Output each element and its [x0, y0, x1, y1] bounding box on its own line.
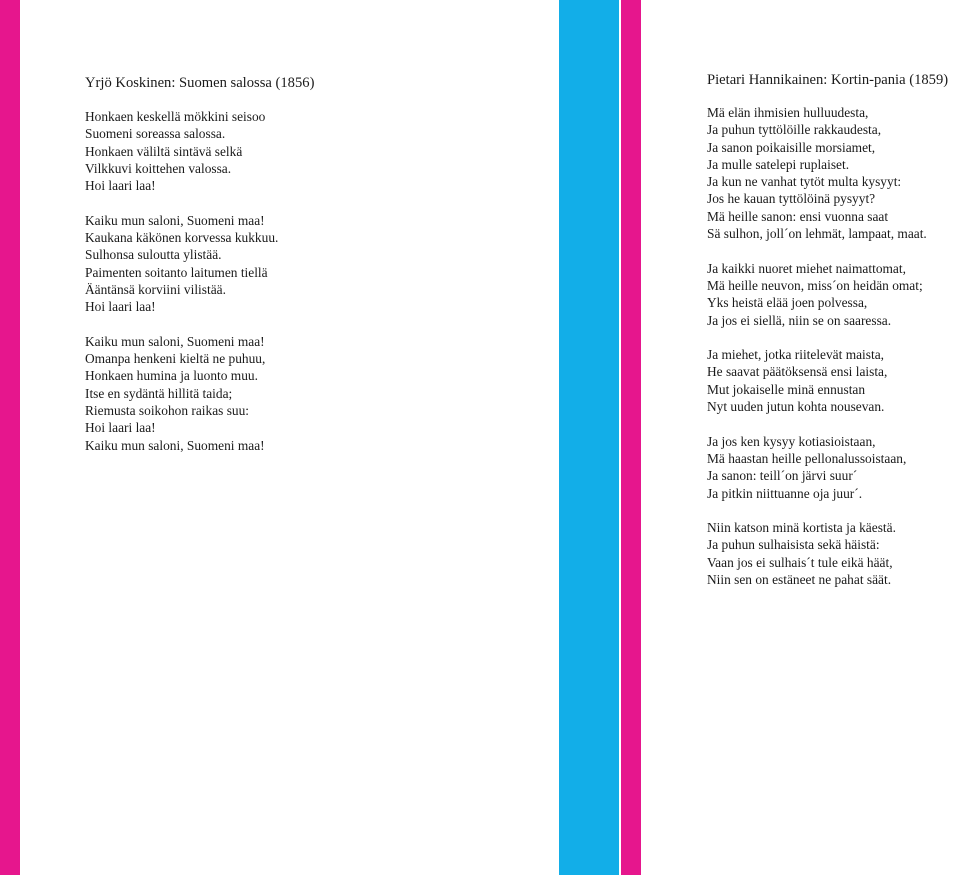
poem-line: Ja sanon: teill´on järvi suur´	[707, 468, 858, 484]
stanza	[85, 333, 545, 454]
right-poem	[707, 71, 959, 588]
stanza	[707, 104, 959, 242]
poem-line: Suomeni soreassa salossa.	[85, 126, 226, 142]
poem-line: Yks heistä elää joen polvessa,	[707, 295, 868, 311]
poem-line: Sulhonsa suloutta ylistää.	[85, 247, 222, 263]
poem-line: Vaan jos ei sulhais´t tule eikä häät,	[707, 554, 893, 570]
center-magenta-stripe	[621, 0, 641, 875]
poem-line: Ja sanon poikaisille morsiamet,	[707, 139, 876, 155]
poem-line: Mä heille sanon: ensi vuonna saat	[707, 208, 889, 224]
stanza	[707, 260, 959, 329]
poem-line: Mut jokaiselle minä ennustan	[707, 381, 866, 397]
right-poem-stanzas	[707, 104, 959, 588]
left-poem	[85, 74, 545, 454]
poem-line: Sä sulhon, joll´on lehmät, lampaat, maat.	[707, 226, 927, 242]
poem-line: Kaiku mun saloni, Suomeni maa!	[85, 437, 265, 453]
poem-line: Ja kaikki nuoret miehet naimattomat,	[707, 260, 906, 276]
poem-line: Mä haastan heille pellonalussoistaan,	[707, 450, 907, 466]
poem-line: Ja mulle satelepi ruplaiset.	[707, 156, 850, 172]
poem-line: Omanpa henkeni kieltä ne puhuu,	[85, 351, 266, 367]
poem-line: Hoi laari laa!	[85, 420, 156, 436]
poem-line: Ja miehet, jotka riitelevät maista,	[707, 347, 884, 363]
poem-line: Hoi laari laa!	[85, 178, 156, 194]
poem-line: Kaiku mun saloni, Suomeni maa!	[85, 212, 265, 228]
poem-line: Nyt uuden jutun kohta nousevan.	[707, 399, 885, 415]
stanza	[85, 212, 545, 316]
poem-line: Ja jos ei siellä, niin se on saaressa.	[707, 312, 892, 328]
poem-line: Jos he kauan tyttölöinä pysyyt?	[707, 191, 876, 207]
center-cyan-stripe	[559, 0, 619, 875]
poem-line: Ja puhun sulhaisista sekä häistä:	[707, 537, 880, 553]
left-magenta-stripe	[0, 0, 20, 875]
poem-line: Paimenten soitanto laitumen tiellä	[85, 264, 268, 280]
left-poem-stanzas	[85, 108, 545, 454]
poem-line: Kaiku mun saloni, Suomeni maa!	[85, 333, 265, 349]
poem-line: Honkaen keskellä mökkini seisoo	[85, 109, 266, 124]
poem-line: Kaukana käkönen korvessa kukkuu.	[85, 230, 279, 246]
poem-line: Vilkkuvi koittehen valossa.	[85, 160, 232, 176]
poem-line: Ja puhun tyttölöille rakkaudesta,	[707, 122, 882, 138]
poem-line: Riemusta soikohon raikas suu:	[85, 403, 250, 419]
poem-line: Niin katson minä kortista ja käestä.	[707, 520, 896, 536]
left-poem-title: Yrjö Koskinen: Suomen salossa (1856)	[85, 75, 315, 91]
poem-line: Niin sen on estäneet ne pahat säät.	[707, 572, 892, 588]
poem-line: Ja kun ne vanhat tytöt multa kysyyt:	[707, 174, 902, 190]
poem-line: Ääntänsä korviini vilistää.	[85, 281, 226, 297]
poem-line: Ja jos ken kysyy kotiasioistaan,	[707, 433, 876, 449]
poem-line: Mä elän ihmisien hulluudesta,	[707, 105, 869, 120]
stanza	[85, 108, 545, 194]
poem-line: Hoi laari laa!	[85, 299, 156, 315]
stanza	[707, 346, 959, 415]
poem-line: Honkaen väliltä sintävä selkä	[85, 143, 243, 159]
poem-line: He saavat päätöksensä ensi laista,	[707, 364, 888, 380]
stanza	[707, 433, 959, 502]
poem-line: Honkaen humina ja luonto muu.	[85, 368, 258, 384]
right-poem-title: Pietari Hannikainen: Kortin-pania (1859)	[707, 72, 949, 88]
poem-line: Mä heille neuvon, miss´on heidän omat;	[707, 277, 923, 293]
stanza	[707, 519, 959, 588]
poem-line: Ja pitkin niittuanne oja juur´.	[707, 485, 863, 501]
poem-line: Itse en sydäntä hillitä taida;	[85, 385, 233, 401]
